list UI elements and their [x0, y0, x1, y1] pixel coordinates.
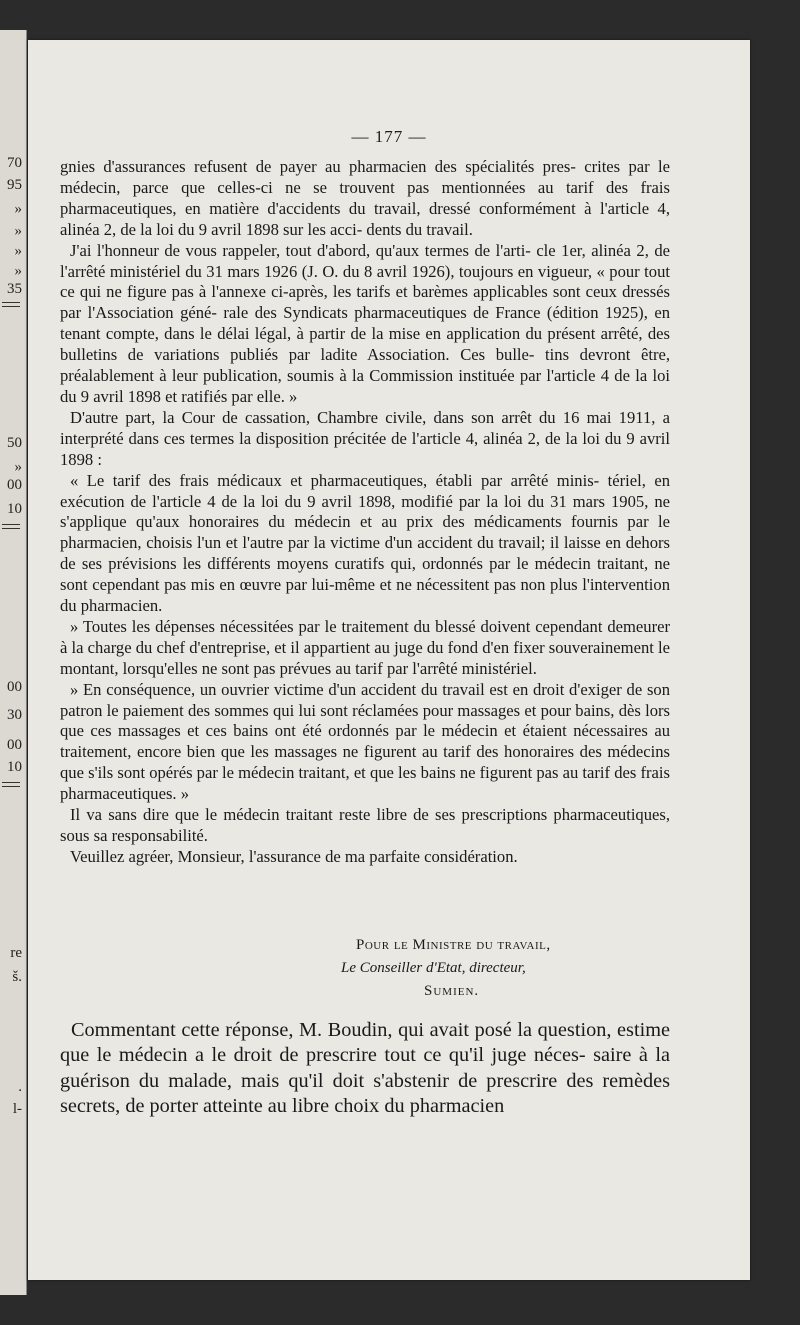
signature-line-minister: Pour le Ministre du travail,	[356, 937, 551, 953]
margin-fragment: »	[14, 201, 22, 217]
margin-fragment: 00	[7, 737, 22, 753]
paragraph: Il va sans dire que le médecin traitant reste libre de ses prescriptions pharmaceutiques, sous sa responsabilité.	[60, 805, 670, 845]
margin-fragment: 95	[7, 177, 22, 193]
commentary	[60, 1018, 670, 1120]
margin-fragment: »	[14, 263, 22, 279]
margin-fragment: 35	[7, 281, 22, 297]
book-page	[28, 40, 750, 1280]
margin-fragment: 00	[7, 477, 22, 493]
margin-fragment: »	[14, 459, 22, 475]
margin-fragment: 70	[7, 155, 22, 171]
margin-fragment: .	[18, 1079, 22, 1095]
signature-line-title: Le Conseiller d'Etat, directeur,	[341, 960, 526, 976]
margin-fragment: l-	[12, 1101, 22, 1117]
margin-rule	[2, 782, 20, 787]
quoted-paragraph: » Toutes les dépenses nécessitées par le traitement du blessé doivent cependant demeurer à la charge du chef d'entreprise, et il appartient au juge du fond d'en fixer souverainement le montant, lorsqu'elles ne sont pas prévues au tarif par l'arrêté ministériel.	[60, 616, 670, 678]
letter-body	[60, 157, 670, 868]
margin-fragment: 00	[7, 679, 22, 695]
margin-rule	[2, 302, 20, 307]
previous-page-edge	[0, 30, 27, 1295]
page-number: — 177 —	[351, 127, 427, 146]
signature-name: Sumien.	[424, 983, 480, 999]
quoted-paragraph: » En conséquence, un ouvrier victime d'un accident du travail est en droit d'exiger de son patron le paiement des sommes qui lui sont réclamées pour massages et pour bains, dès lors que ces massages et ces bains ont été ordonnés par le médecin et étaient nécessaires au traitement, encore bien que les massages ne figurent au tarif des honoraires des médecins que s'ils sont opérés par le médecin traitant, et que les bains ne figurent pas au tarif des frais pharmaceutiques. »	[60, 679, 670, 804]
margin-fragment: 10	[7, 759, 22, 775]
quoted-paragraph: « Le tarif des frais médicaux et pharmaceutiques, établi par arrêté minis- tériel, en exécution de l'article 4 de la loi du 9 avril 1898, modifié par la loi du 31 mars 1905, ne s'applique qu'aux honoraires du médecin et au prix des médicaments fournis par le pharmacien, choisis l'un et l'autre par la victime d'un accident du travail; il laisse en dehors de ses prévisions les différents moyens curatifs qui, ordonnés par le médecin traitant, ne sont cependant pas mis en œuvre par lui-même et ne nécessitent pas non plus l'intervention du pharmacien.	[60, 470, 670, 616]
paragraph: J'ai l'honneur de vous rappeler, tout d'abord, qu'aux termes de l'arti- cle 1er, alinéa 2, de l'arrêté ministériel du 31 mars 1926 (J. O. du 8 avril 1926), toujours en vigueur, « pour tout ce qui ne figure pas à l'annexe ci-après, les tarifs et barèmes applicables sont ceux dressés par l'Association géné- rale des Syndicats pharmaceutiques de France (édition 1925), en tenant compte, dans le délai légal, à partir de la mise en application du présent arrêté, des bulletins de variations publiés par ladite Association. Ces bulle- tins devront être, préalablement à leur publication, soumis à la Commission instituée par l'article 4 de la loi du 9 avril 1898 et ratifiés par elle. »	[60, 240, 670, 406]
commentary-paragraph: Commentant cette réponse, M. Boudin, qui avait posé la question, estime que le médecin a le droit de prescrire tout ce qu'il juge néces- saire à la guérison du malade, mais qu'il doit s'abstenir de prescrire des remèdes secrets, de porter atteinte au libre choix du pharmacien	[60, 1019, 670, 1118]
margin-fragment: š.	[12, 969, 22, 985]
margin-rule	[2, 524, 20, 529]
margin-fragment: 10	[7, 501, 22, 517]
paragraph: gnies d'assurances refusent de payer au pharmacien des spécialités pres- crites par le médecin, parce que celles-ci ne se trouvent pas mentionnées au tarif des frais pharmaceutiques, en matière d'accidents du travail, dressé conformément à l'article 4, alinéa 2, de la loi du 9 avril 1898 sur les acci- dents du travail.	[60, 157, 670, 239]
margin-fragment: »	[14, 243, 22, 259]
paragraph: D'autre part, la Cour de cassation, Chambre civile, dans son arrêt du 16 mai 1911, a interprété dans ces termes la disposition précitée de l'article 4, alinéa 2, de la loi du 9 avril 1898 :	[60, 407, 670, 469]
margin-fragment: re	[10, 945, 22, 961]
margin-fragment: »	[14, 223, 22, 239]
closing-salutation: Veuillez agréer, Monsieur, l'assurance de ma parfaite considération.	[70, 846, 518, 866]
margin-fragment: 30	[7, 707, 22, 723]
margin-fragment: 50	[7, 435, 22, 451]
